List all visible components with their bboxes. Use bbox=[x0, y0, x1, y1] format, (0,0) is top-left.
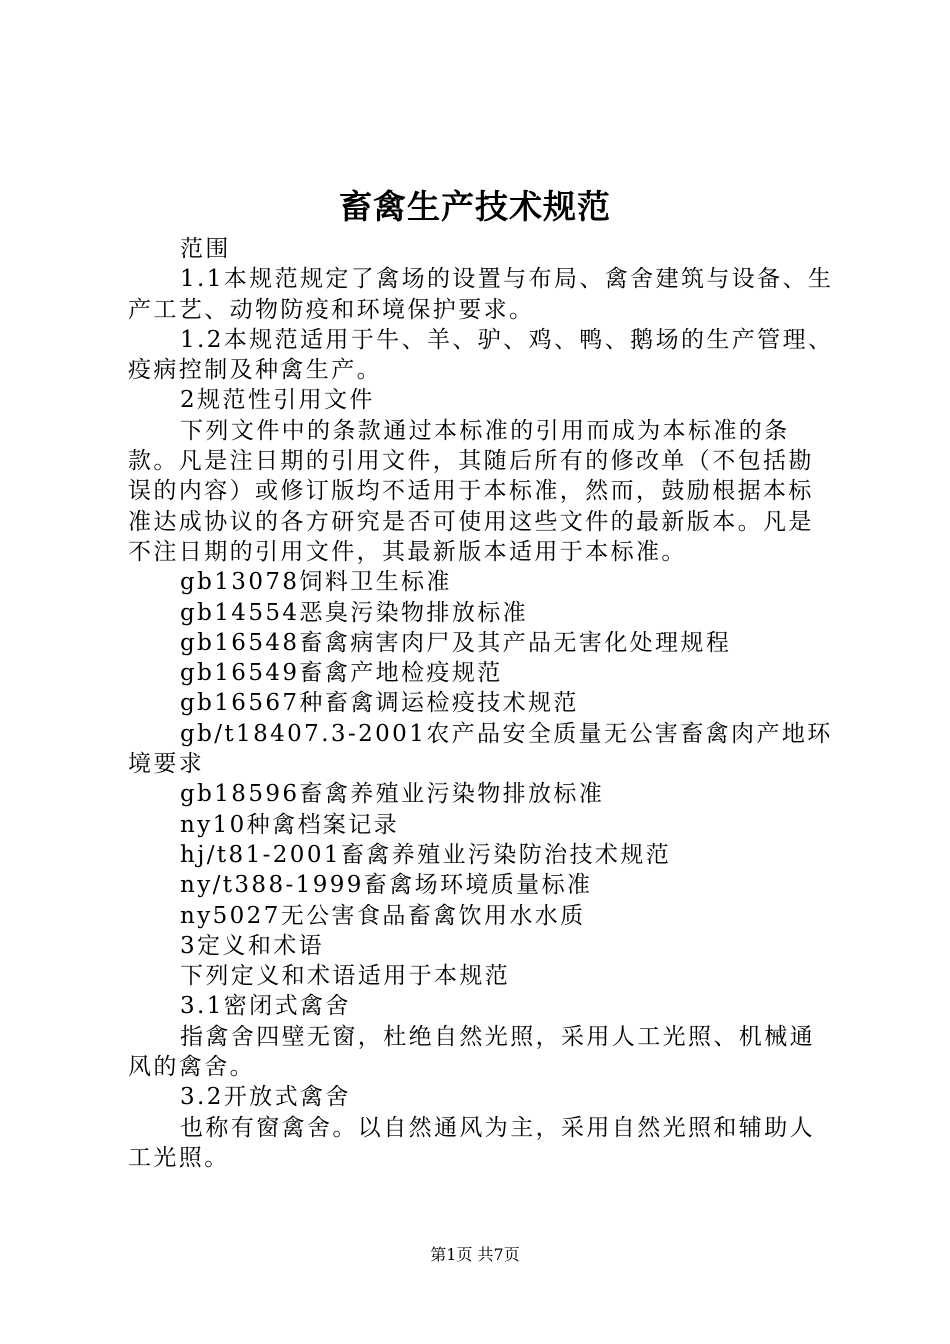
paragraph: gb18596畜禽养殖业污染物排放标准 bbox=[180, 781, 605, 808]
document-body bbox=[128, 234, 834, 1173]
paragraph: ny/t388-1999畜禽场环境质量标准 bbox=[180, 872, 593, 899]
paragraph: gb14554恶臭污染物排放标准 bbox=[180, 599, 529, 626]
paragraph: 3.2开放式禽舍 bbox=[180, 1084, 351, 1111]
paragraph: gb16567种畜禽调运检疫技术规范 bbox=[180, 690, 579, 717]
paragraph: 3定义和术语 bbox=[180, 932, 325, 959]
paragraph: 下列定义和术语适用于本规范 bbox=[180, 963, 511, 990]
paragraph: ny10种禽档案记录 bbox=[180, 811, 400, 838]
paragraph: gb/t18407.3-2001农产品安全质量无公害畜禽肉产地环境要求 bbox=[128, 720, 833, 778]
document-title: 畜禽生产技术规范 bbox=[339, 187, 611, 226]
paragraph: hj/t81-2001畜禽养殖业污染防治技术规范 bbox=[180, 841, 672, 868]
paragraph: 范围 bbox=[180, 236, 231, 262]
paragraph: 下列文件中的条款通过本标准的引用而成为本标准的条款。凡是注日期的引用文件，其随后所有的修改单（不包括勘误的内容）或修订版均不适用于本标准，然而，鼓励根据本标准达成协议的各方研究是否可使用这些文件的最新版本。凡是不注日期的引用文件，其最新版本适用于本标准。 bbox=[128, 417, 814, 565]
page-footer: 第1页 共7页 bbox=[430, 1245, 520, 1264]
paragraph: gb13078饲料卫生标准 bbox=[180, 569, 452, 596]
paragraph: 1.1本规范规定了禽场的设置与布局、禽舍建筑与设备、生产工艺、动物防疫和环境保护要求。 bbox=[128, 266, 834, 323]
paragraph: 1.2本规范适用于牛、羊、驴、鸡、鸭、鹅场的生产管理、疫病控制及种禽生产。 bbox=[128, 326, 834, 384]
paragraph: 2规范性引用文件 bbox=[180, 387, 375, 414]
paragraph: gb16549畜禽产地检疫规范 bbox=[180, 660, 503, 687]
paragraph: 也称有窗禽舍。以自然通风为主，采用自然光照和辅助人工光照。 bbox=[128, 1114, 815, 1171]
paragraph: 指禽舍四壁无窗，杜绝自然光照，采用人工光照、机械通风的禽舍。 bbox=[128, 1023, 815, 1081]
paragraph: gb16548畜禽病害肉尸及其产品无害化处理规程 bbox=[180, 629, 732, 656]
paragraph: ny5027无公害食品畜禽饮用水水质 bbox=[180, 902, 586, 929]
paragraph: 3.1密闭式禽舍 bbox=[180, 993, 351, 1020]
